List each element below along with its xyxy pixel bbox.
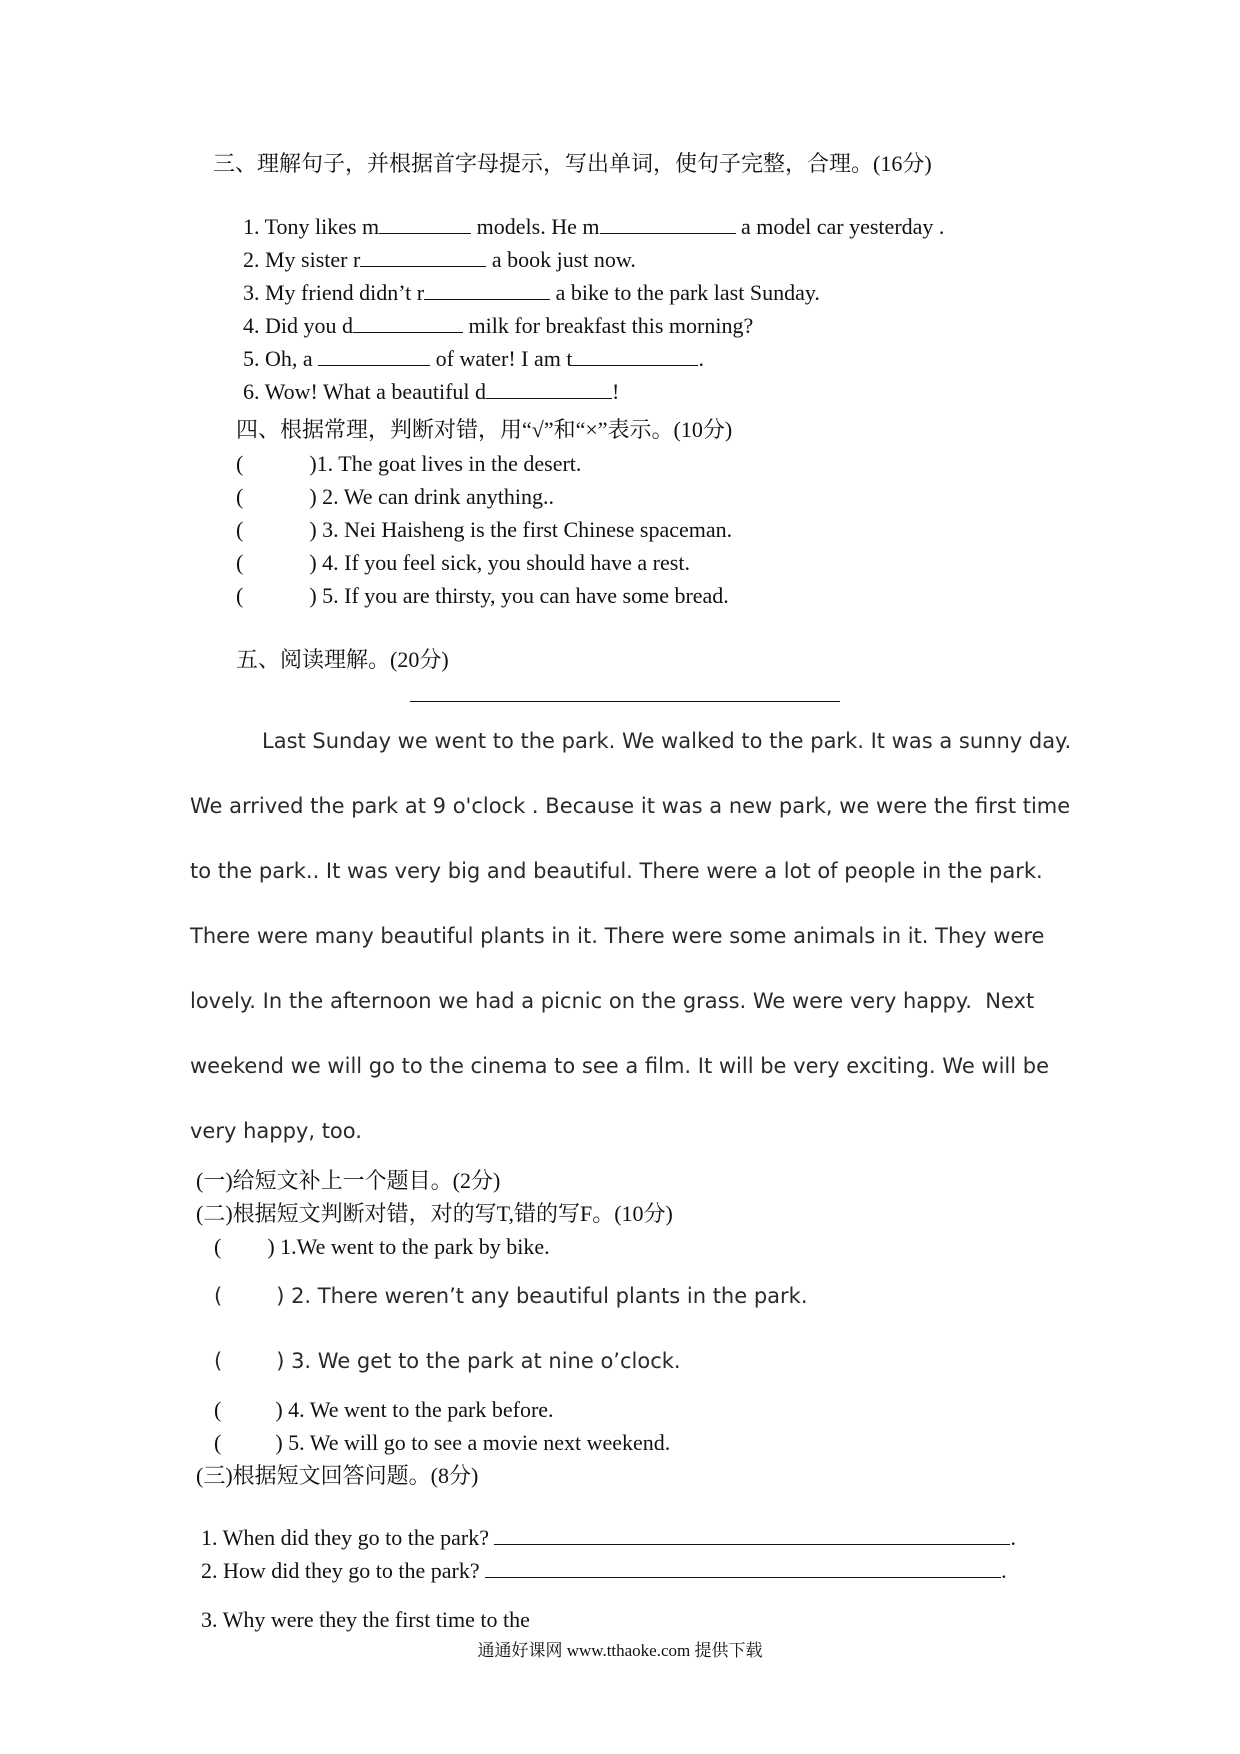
section5-heading: 五、阅读理解。(20分) bbox=[236, 647, 449, 672]
section4-heading: 四、根据常理，判断对错，用“√”和“×”表示。(10分) bbox=[236, 417, 733, 442]
judge-item-2: ( ) 2. There weren’t any beautiful plants in the park. bbox=[214, 1284, 808, 1308]
section3-item-2: 2. My sister r a book just now. bbox=[243, 247, 636, 272]
part3-heading: (三)根据短文回答问题。(8分) bbox=[196, 1463, 479, 1488]
question-2: 2. How did they go to the park? . bbox=[201, 1558, 1007, 1583]
section3-heading: 三、理解句子，并根据首字母提示，写出单词，使句子完整，合理。(16分) bbox=[213, 151, 932, 176]
passage-line: We arrived the park at 9 o'clock . Because it was a new park, we were the first time bbox=[190, 794, 1071, 818]
section3-item-4: 4. Did you d milk for breakfast this morning? bbox=[243, 313, 754, 338]
section4-item-4: ( ) 4. If you feel sick, you should have a rest. bbox=[236, 550, 690, 575]
passage-line: very happy, too. bbox=[190, 1119, 362, 1143]
judge-item-4: ( ) 4. We went to the park before. bbox=[214, 1397, 554, 1422]
passage-line: There were many beautiful plants in it. There were some animals in it. They were bbox=[190, 924, 1045, 948]
passage-line: to the park.. It was very big and beautiful. There were a lot of people in the park. bbox=[190, 859, 1043, 883]
section4-item-1: ( )1. The goat lives in the desert. bbox=[236, 451, 582, 476]
section3-item-5: 5. Oh, a of water! I am t . bbox=[243, 346, 704, 371]
section3-item-3: 3. My friend didn’t r a bike to the park last Sunday. bbox=[243, 280, 820, 305]
judge-item-3: ( ) 3. We get to the park at nine o’clock. bbox=[214, 1349, 681, 1373]
answer-blank[interactable] bbox=[485, 1557, 1001, 1578]
judge-item-1: ( ) 1.We went to the park by bike. bbox=[214, 1234, 550, 1259]
section4-item-5: ( ) 5. If you are thirsty, you can have some bread. bbox=[236, 583, 729, 608]
section3-item-1: 1. Tony likes m models. He m a model car yesterday . bbox=[243, 214, 945, 239]
passage-line: Last Sunday we went to the park. We walked to the park. It was a sunny day. bbox=[262, 729, 1072, 753]
question-3: 3. Why were they the first time to the bbox=[201, 1607, 530, 1632]
section4-item-2: ( ) 2. We can drink anything.. bbox=[236, 484, 554, 509]
part2-heading: (二)根据短文判断对错，对的写T,错的写F。(10分) bbox=[196, 1201, 673, 1226]
title-blank-line[interactable] bbox=[410, 701, 840, 702]
part1-heading: (一)给短文补上一个题目。(2分) bbox=[196, 1168, 501, 1193]
passage-line: weekend we will go to the cinema to see a film. It will be very exciting. We will be bbox=[190, 1054, 1050, 1078]
judge-item-5: ( ) 5. We will go to see a movie next weekend. bbox=[214, 1430, 671, 1455]
answer-blank[interactable] bbox=[486, 378, 612, 399]
section4-item-3: ( ) 3. Nei Haisheng is the first Chinese spaceman. bbox=[236, 517, 733, 542]
section3-item-6: 6. Wow! What a beautiful d ! bbox=[243, 379, 620, 404]
question-1: 1. When did they go to the park? . bbox=[201, 1525, 1016, 1550]
passage-line: lovely. In the afternoon we had a picnic on the grass. We were very happy. Next bbox=[190, 989, 1035, 1013]
footer-credit: 通通好课网 www.tthaoke.com 提供下载 bbox=[477, 1641, 763, 1660]
